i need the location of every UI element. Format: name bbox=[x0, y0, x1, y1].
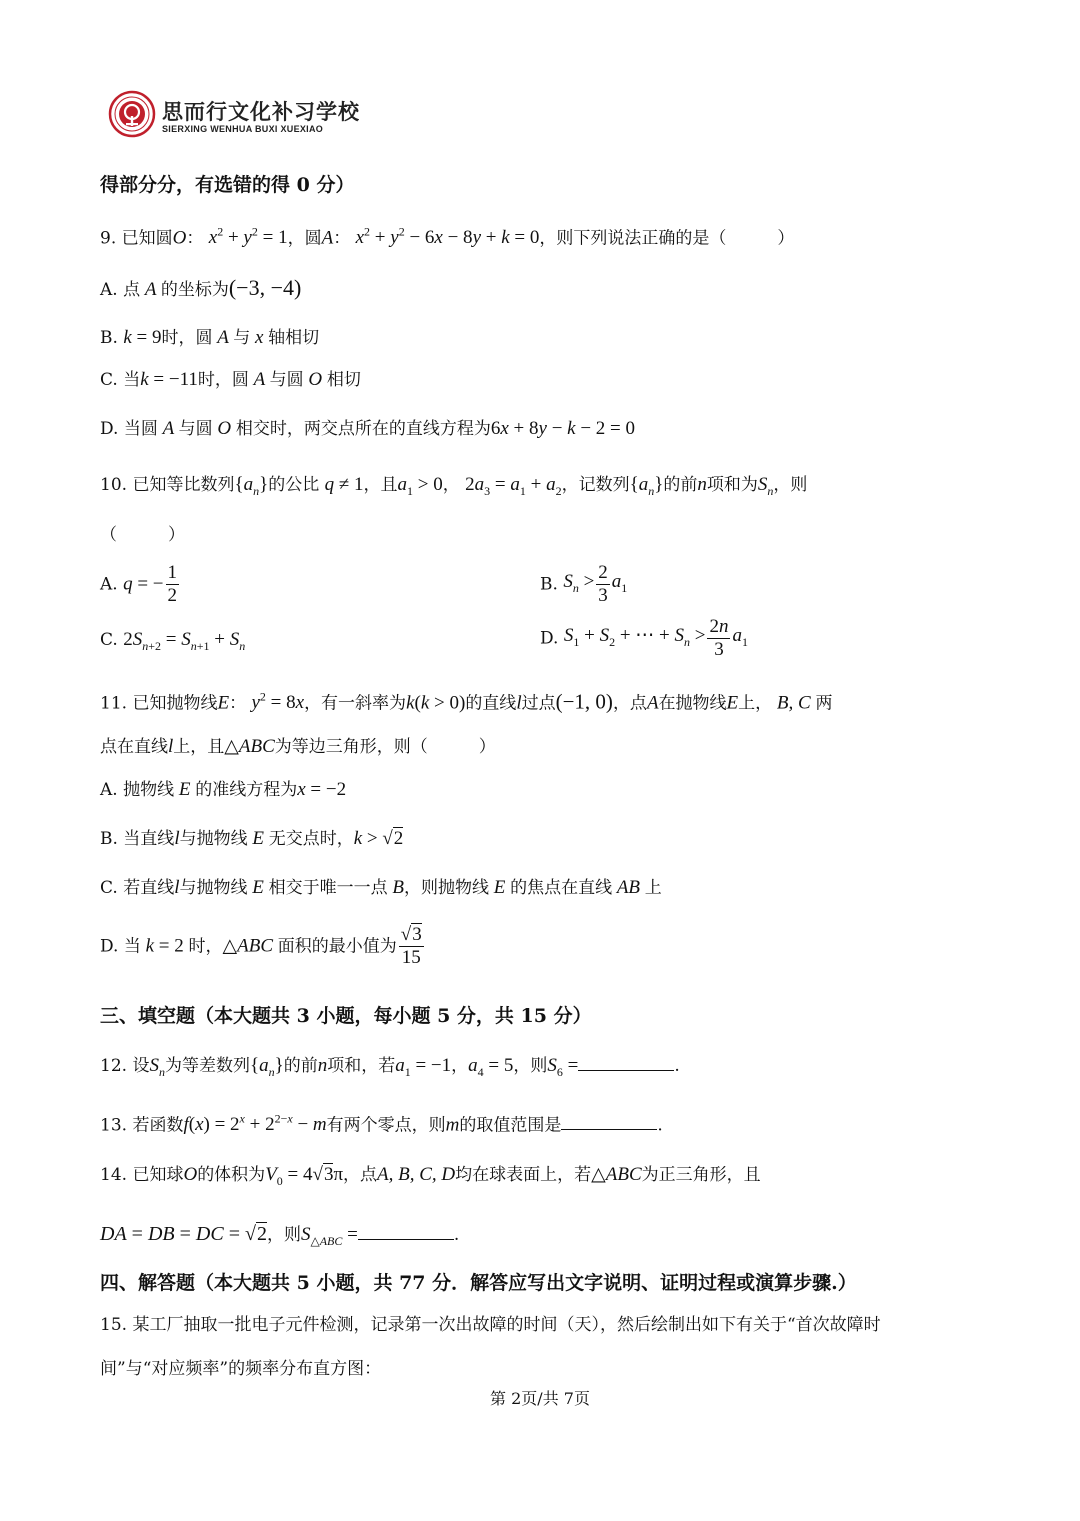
answer-blank[interactable] bbox=[358, 1221, 454, 1240]
question-11-stem-line2: 点在直线l上，且△ABC为等边三角形，则（ ） bbox=[100, 736, 496, 757]
question-9-option-b: B. k = 9时，圆 A 与 x 轴相切 bbox=[100, 327, 320, 348]
school-logo bbox=[108, 90, 156, 138]
question-15-line1: 15. 某工厂抽取一批电子元件检测，记录第一次出故障的时间（天），然后绘制出如下有关于“首次故障时 bbox=[100, 1315, 881, 1335]
page-footer: 第 2页/共 7页 bbox=[490, 1389, 590, 1408]
question-9-option-c: C. 当k = −11时，圆 A 与圆 O 相切 bbox=[100, 369, 361, 390]
question-10-option-d: D. $S_1 + S_2$ + ⋯ + $S_n$ > $\frac{2n}{3}$ $a_1$ bbox=[540, 616, 748, 660]
question-14: 14. 已知球O的体积为$V_0 = 4√3\pi$，点A, B, C, D均在球表面上，若△ABC为正三角形，且 bbox=[100, 1164, 761, 1188]
question-10-option-a: A. q = − $\frac{1}{2}$ bbox=[100, 562, 178, 606]
question-10-option-b: B. $S_n$ > $\frac{2}{3}$ $a_1$ bbox=[540, 562, 628, 606]
question-10-stem: 10. 已知等比数列$\{a_n\}$的公比 q ≠ 1，且$a_1 > 0$， $2a_3 = a_1 + a_2$，记数列$\{a_n\}$的前n项和为$S_n$，则 bbox=[100, 474, 808, 498]
question-10-option-c: C. $2S_{n+2} = S_{n+1} + S_n$ bbox=[100, 629, 246, 653]
answer-blank[interactable] bbox=[578, 1052, 674, 1071]
question-11-option-c: C. 若直线l与抛物线 E 相交于唯一一点 B，则抛物线 E 的焦点在直线 AB 上 bbox=[100, 877, 662, 898]
question-11-option-a: A. 抛物线 E 的准线方程为x = −2 bbox=[100, 779, 347, 800]
question-11-stem: 11. 已知抛物线E： $y^2 = 8x$，有一斜率为k(k > 0)的直线l过点(−1, 0)，点A在抛物线E上， B, C 两 bbox=[100, 689, 833, 714]
question-11-option-b: B. 当直线l与抛物线 E 无交点时，k > √2 bbox=[100, 828, 404, 849]
question-11-option-d: D. 当 k = 2 时，△ABC 面积的最小值为 $\frac{√3}{15}$ bbox=[100, 924, 422, 968]
question-13: 13. 若函数$f(x) = 2^x + 2^{2-x} - m$有两个零点，则m的取值范围是 . bbox=[100, 1112, 663, 1136]
question-10-paren: （ ） bbox=[100, 525, 185, 545]
question-9-stem: 9. 已知圆O： $x^2 + y^2 = 1$，圆A： $x^2 + y^2 - 6x - 8y + k = 0$，则下列说法正确的是（ ） bbox=[100, 225, 795, 249]
section-4-heading: 四、解答题（本大题共 5 小题，共 77 分．解答应写出文字说明、证明过程或演算步骤.） bbox=[100, 1272, 857, 1294]
question-12: 12. 设$S_n$为等差数列$\{a_n\}$的前n项和，若$a_1 = -1$，$a_4 = 5$，则$S_6$ = . bbox=[100, 1052, 680, 1084]
school-emblem-icon bbox=[108, 90, 156, 138]
school-name-en: SIERXING WENHUA BUXI XUEXIAO bbox=[162, 124, 324, 134]
section-intro-tail: 得部分分，有选错的得 0 分） bbox=[100, 174, 355, 196]
section-3-heading: 三、填空题（本大题共 3 小题，每小题 5 分，共 15 分） bbox=[100, 1005, 592, 1027]
question-9-option-d: D. 当圆 A 与圆 O 相交时，两交点所在的直线方程为6x + 8y − k − 2 = 0 bbox=[100, 418, 636, 439]
question-14-line2: DA = DB = DC = √2，则$S_{\triangle ABC}$ = . bbox=[100, 1223, 460, 1248]
question-15-line2: 间”与“对应频率”的频率分布直方图： bbox=[100, 1359, 382, 1379]
school-name-cn: 思而行文化补习学校 bbox=[162, 100, 360, 124]
answer-blank[interactable] bbox=[561, 1111, 657, 1130]
question-9-option-a: A. 点 A 的坐标为(−3, −4) bbox=[100, 275, 302, 300]
